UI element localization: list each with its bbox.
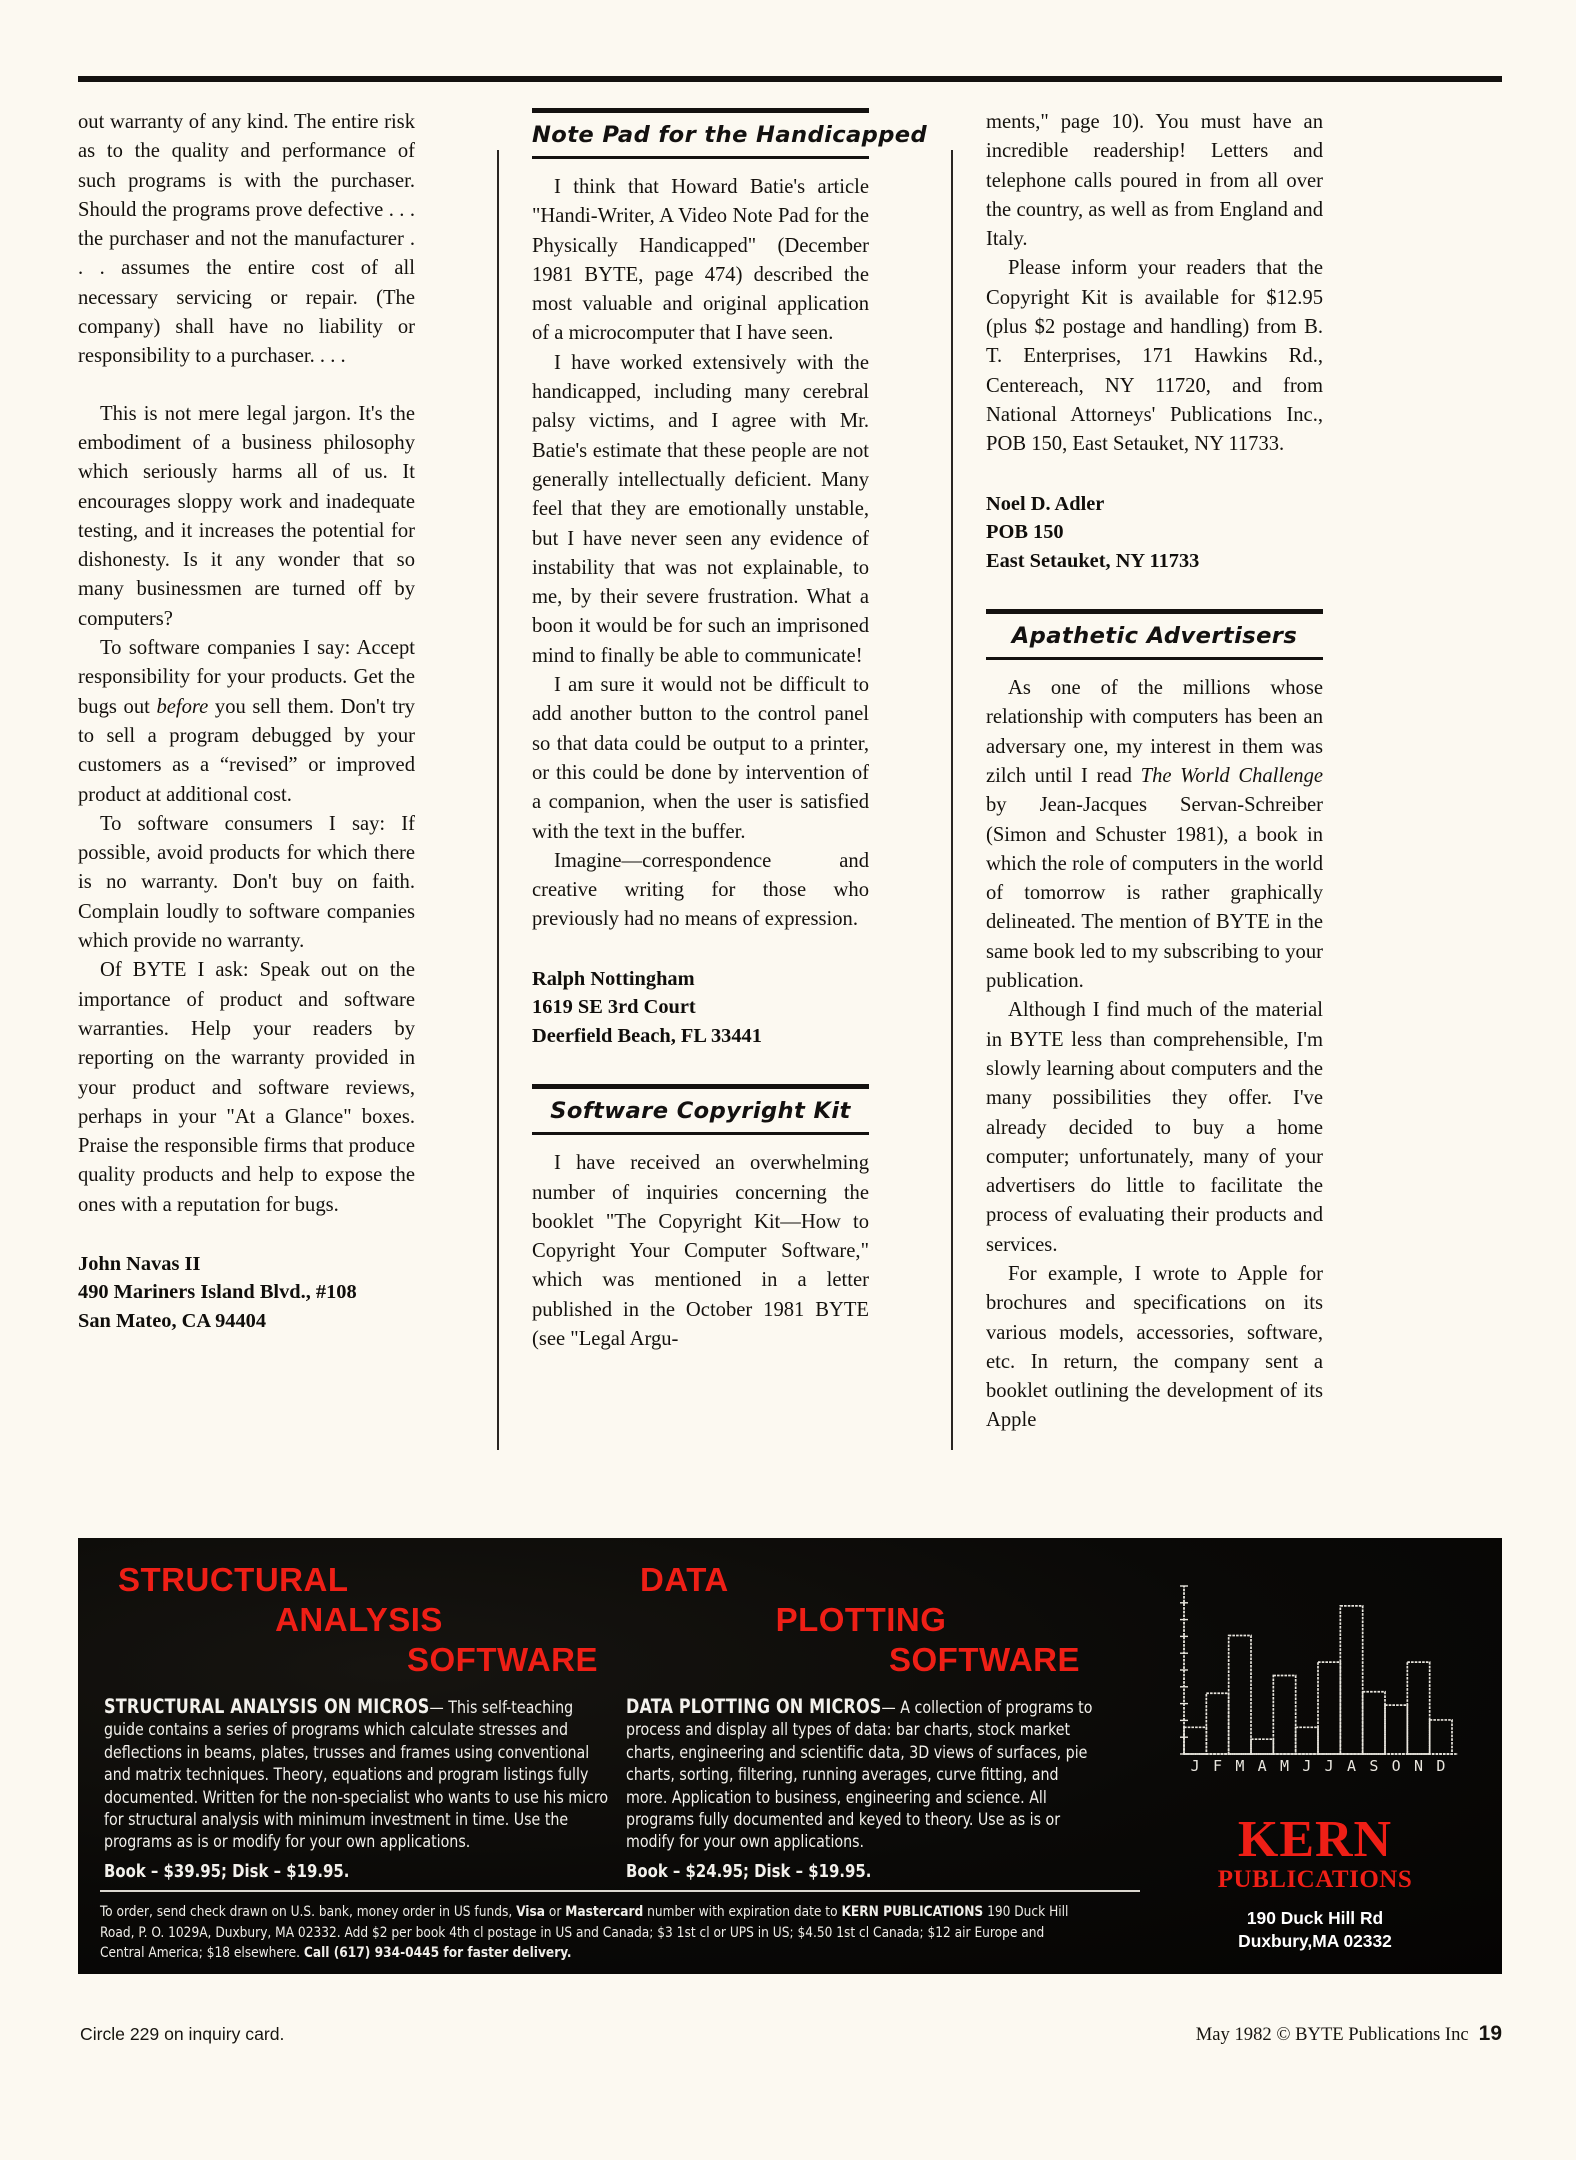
section-heading: Apathetic Advertisers (1011, 623, 1298, 650)
bar (1385, 1705, 1407, 1754)
ad-lead-data-plotting: DATA PLOTTING ON MICROS (626, 1695, 882, 1718)
heading-rule-top (532, 1084, 869, 1089)
ad-price-structural: Book – $39.95; Disk – $19.95. (104, 1860, 350, 1882)
bar (1206, 1693, 1228, 1754)
bar (1251, 1739, 1273, 1754)
signature-name: Ralph Nottingham (532, 967, 695, 990)
signature-name: Noel D. Adler (986, 492, 1105, 515)
ad-headline-structural (104, 1560, 614, 1680)
page-footer (1196, 2022, 1502, 2046)
ad-headline-line: ANALYSIS (275, 1601, 443, 1638)
bar (1184, 1727, 1206, 1754)
x-axis-tick-label: S (1369, 1757, 1379, 1775)
ad-ordering-fine-print (100, 1902, 1075, 1964)
heading-rule-top (986, 609, 1323, 614)
article-columns (78, 108, 1502, 1488)
x-axis-tick-label: A (1257, 1757, 1267, 1775)
section-software-copyright-kit (532, 1084, 869, 1135)
ad-body-structural (104, 1696, 611, 1883)
bar (1273, 1675, 1295, 1754)
heading-rule-bottom (532, 1132, 869, 1135)
letter-signature (986, 490, 1323, 576)
kern-address-line-1: 190 Duck Hill Rd (1246, 1908, 1384, 1928)
section-apathetic-advertisers (986, 609, 1323, 660)
signature-address-1: 490 Mariners Island Blvd., #108 (78, 1281, 357, 1304)
fine-print-run: or (544, 1903, 566, 1920)
ad-price-data-plotting: Book – $24.95; Disk – $19.95. (626, 1860, 872, 1882)
kern-logo-name: KERN (1237, 1811, 1393, 1868)
x-axis-tick-label: F (1212, 1757, 1223, 1775)
kern-logo-subtitle: PUBLICATIONS (1217, 1866, 1413, 1893)
heading-rule-bottom (986, 657, 1323, 660)
paragraph: I have received an overwhelming number of inquiries concerning the booklet "The Copyright Kit—How to Copyright Your Computer Software," which was mentioned in a letter published in the October 1981 BYTE (see "Legal Argu- (532, 1152, 869, 1350)
top-rule (78, 76, 1502, 82)
paragraph: Of BYTE I ask: Speak out on the importance of product and software warranties. Help your readers by reporting on the warranty provided in your product and software reviews, perhaps in your "At a Glance" boxes. Praise the responsible firms that produce quality products and help to expose the ones with a reputation for bugs. (78, 959, 415, 1216)
section-note-pad (532, 108, 928, 159)
ad-headline-line: SOFTWARE (889, 1641, 1080, 1678)
paragraph: out warranty of any kind. The entire risk as to the quality and performance of such programs is with the purchaser. Should the programs prove defective . . . the purchaser and not the manufacturer . . . assumes the entire cost of all necessary servicing or repair. (The company) shall have no liability or responsibility to a purchaser. . . . (78, 111, 415, 368)
column-divider-2 (951, 150, 953, 1450)
column-3 (986, 108, 1323, 1488)
x-axis-tick-label: D (1436, 1757, 1446, 1775)
ad-description-structural: — This self-teaching guide contains a series of programs which calculate stresses and deflections in beams, plates, trusses and frames using conventional and matrix techniques. Theory, equations and program listings fully documented. Written for the non-specialist who wants to use his micro for structural analysis with minimum investment in time. Use the programs as is or modify for your own applications. (104, 1698, 609, 1853)
ad-headline-line: SOFTWARE (407, 1641, 598, 1678)
ad-headline-data-plotting (626, 1560, 1096, 1680)
page-number: 19 (1478, 2022, 1502, 2045)
signature-address-2: East Setauket, NY 11733 (986, 549, 1200, 572)
x-axis-tick-label: O (1391, 1757, 1401, 1775)
signature-address-1: 1619 SE 3rd Court (532, 996, 696, 1019)
inquiry-card-note: Circle 229 on inquiry card. (80, 2024, 285, 2044)
column-1 (78, 108, 415, 1488)
fine-print-run: Call (617) 934-0445 for faster delivery. (303, 1944, 572, 1961)
bar-chart-svg (1150, 1558, 1480, 1798)
x-axis-tick-label: A (1346, 1757, 1357, 1775)
letter-signature (532, 965, 869, 1051)
paragraph: Please inform your readers that the Copyright Kit is available for $12.95 (plus $2 postage and handling) from B. T. Enterprises, 171 Hawkins Rd., Centereach, NY 11720, and from National Attorneys' Publications Inc., POB 150, East Setauket, NY 11733. (986, 257, 1323, 456)
paragraph: To software consumers I say: If possible, avoid products for which there is no warranty. Don't buy on faith. Complain loudly to software companies which provide no warranty. (78, 812, 415, 953)
bar (1318, 1662, 1340, 1754)
fine-print-run: To order, send check drawn on U.S. bank, money order in US funds, (100, 1903, 517, 1920)
column-divider-1 (497, 150, 499, 1450)
fine-print-run: number with expiration date to (643, 1903, 842, 1920)
letter-signature (78, 1250, 415, 1336)
bar (1296, 1727, 1318, 1754)
signature-address-2: San Mateo, CA 94404 (78, 1309, 267, 1332)
heading-rule-top (532, 108, 869, 113)
signature-name: John Navas II (78, 1252, 201, 1275)
paragraph: To software companies I say: Accept responsibility for your products. Get the bugs out before you sell them. Don't try to sell a program debugged by your customers as a “revised” or improved product at additional cost. (78, 637, 415, 806)
x-axis-tick-label: J (1324, 1757, 1334, 1775)
fine-print-run: 190 Duck Hill Road, P. O. 1029A, Duxbury, MA 02332. Add $2 per book 4th cl postage in US and Canada; $3 1st cl or UPS in US; $4.50 1st cl Canada; $12 air Europe and Central America; $18 elsewhere. (100, 1903, 1069, 1961)
kern-address-line-2: Duxbury,MA 02332 (1238, 1931, 1392, 1951)
bar (1229, 1635, 1251, 1754)
advertisement (78, 1538, 1502, 1974)
bar (1340, 1606, 1362, 1754)
paragraph: I am sure it would not be difficult to add another button to the control panel so that data could be output to a printer, or this could be done by intervention of a companion, when the user is satisfied with the text in the buffer. (532, 674, 869, 843)
fine-print-run: KERN PUBLICATIONS (841, 1903, 984, 1920)
fine-print-run: Mastercard (565, 1903, 644, 1920)
x-axis-tick-label: M (1235, 1757, 1245, 1775)
signature-address-1: POB 150 (986, 521, 1064, 544)
ad-column-structural-analysis (104, 1560, 614, 1883)
x-axis-tick-label: M (1279, 1757, 1290, 1775)
paragraph: This is not mere legal jargon. It's the embodiment of a business philosophy which seriously harms all of us. It encourages sloppy work and inadequate testing, and it increases the potential for dishonesty. Is it any wonder that so many businessmen are turned off by computers? (78, 402, 415, 630)
x-axis-tick-label: N (1413, 1757, 1424, 1775)
ad-headline-line: DATA (640, 1561, 729, 1598)
ad-description-data-plotting: — A collection of programs to process and display all types of data: bar charts, stock market charts, engineering and scientific data, 3D views of surfaces, pie charts, sorting, filtering, running averages, curve fitting, and more. Application to business, engineering and science. All programs fully documented and keyed to theory. Use as is or modify for your own applications. (626, 1698, 1093, 1853)
bar-chart-screenshot (1150, 1558, 1480, 1798)
paragraph: ments," page 10). You must have an incredible readership! Letters and telephone calls poured in from all over the country, as well as from England and Italy. (986, 111, 1323, 251)
x-axis-tick-label: J (1190, 1757, 1200, 1775)
copyright-line: May 1982 © BYTE Publications Inc (1195, 2024, 1469, 2045)
heading-rule-bottom (532, 156, 869, 159)
bar (1363, 1692, 1385, 1754)
paragraph: As one of the millions whose relationship with computers has been an adversary one, my interest in them was zilch until I read The World Challenge by Jean-Jacques Servan-Schreiber (Simon and Schuster 1981), a book in which the role of computers in the world of tomorrow is rather graphically delineated. The mention of BYTE in the same book led to my subscribing to your publication. (986, 677, 1324, 993)
signature-address-2: Deerfield Beach, FL 33441 (532, 1024, 762, 1047)
ad-column-data-plotting (626, 1560, 1096, 1883)
bar (1430, 1720, 1452, 1754)
ad-headline-line: PLOTTING (775, 1601, 947, 1638)
ad-lead-structural: STRUCTURAL ANALYSIS ON MICROS (104, 1695, 430, 1718)
paragraph: For example, I wrote to Apple for brochures and specifications on its various models, accessories, software, etc. In return, the company sent a booklet outlining the development of its Apple (986, 1263, 1323, 1432)
ad-headline-line: STRUCTURAL (118, 1561, 349, 1598)
ad-background (78, 1538, 1502, 1974)
bar (1407, 1662, 1429, 1754)
section-heading: Note Pad for the Handicapped (532, 122, 928, 148)
ad-divider-rule (100, 1890, 1140, 1892)
x-axis-tick-label: J (1302, 1757, 1312, 1775)
paragraph: I think that Howard Batie's article "Handi-Writer, A Video Note Pad for the Physically Handicapped" (December 1981 BYTE, page 474) described the most valuable and original application of a microcomputer that I have seen. (532, 176, 869, 345)
fine-print-run: Visa (516, 1903, 545, 1920)
paragraph: Although I find much of the material in BYTE less than comprehensible, I'm slowly learning about computers and the many possibilities they offer. I've already decided to buy a home computer; unfortunately, many of your advertisers do little to facilitate the process of evaluating their products and services. (986, 999, 1323, 1256)
section-heading: Software Copyright Kit (550, 1098, 851, 1125)
paragraph: I have worked extensively with the handicapped, including many cerebral palsy victims, and I agree with Mr. Batie's estimate that these people are not generally intellectually deficient. Many feel that they are emotionally unstable, but I have never seen any evidence of instability that was not explainable, to me, by their severe frustration. What a boon it would be for such an imprisoned mind to finally be able to communicate! (532, 351, 869, 667)
column-2 (532, 108, 928, 1488)
kern-address (1150, 1907, 1480, 1953)
paragraph: Imagine—correspondence and creative writing for those who previously had no means of expression. (532, 849, 869, 931)
ad-body-data-plotting (626, 1696, 1093, 1883)
kern-publications-logo (1150, 1811, 1480, 1953)
